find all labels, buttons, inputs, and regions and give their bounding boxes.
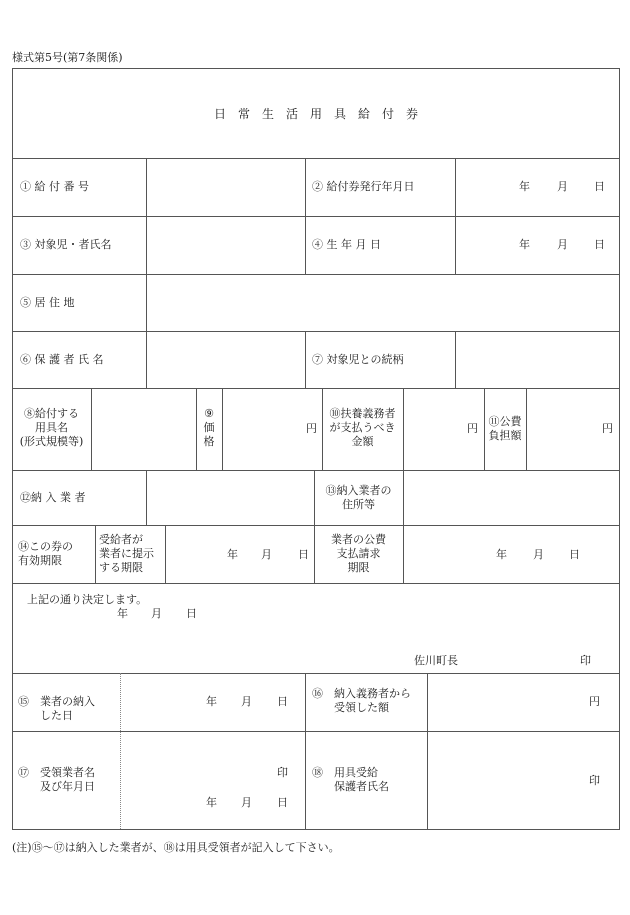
- field-label-delivery-date: ⑮ 業者の納入 した日: [18, 695, 95, 722]
- seal-mark: 印: [589, 774, 600, 787]
- month-unit: 月: [241, 695, 252, 708]
- field-label-address: ⑤ 居 住 地: [20, 296, 75, 309]
- year-unit: 年: [227, 548, 238, 561]
- yen-unit: 円: [602, 422, 613, 435]
- field-label-public-burden: ⑪公費 負担額: [488, 415, 522, 442]
- field-label-received-amount: ⑯ 納入義務者から 受領した額: [312, 687, 411, 714]
- field-label-guardian-name: ⑥ 保 護 者 氏 名: [20, 353, 104, 366]
- field-label-obligor-amount: ⑩扶養義務者 が支払うべき 金額: [329, 407, 396, 448]
- year-unit: 年: [519, 180, 530, 193]
- field-label-presentation-deadline: 受給者が 業者に提示 する期限: [99, 533, 154, 574]
- field-label-birth-date: ④ 生 年 月 日: [312, 238, 381, 251]
- field-label-relationship: ⑦ 対象児との続柄: [312, 353, 404, 366]
- day-unit: 日: [594, 238, 605, 251]
- yen-unit: 円: [589, 695, 600, 708]
- year-unit: 年: [206, 796, 217, 809]
- field-label-supplier-address: ⑬納入業者の 住所等: [325, 484, 392, 511]
- year-unit: 年: [519, 238, 530, 251]
- day-unit: 日: [569, 548, 580, 561]
- month-unit: 月: [557, 180, 568, 193]
- field-label-validity: ⑭この券の 有効期限: [18, 540, 73, 567]
- seal-mark: 印: [580, 654, 591, 667]
- field-label-subject-name: ③ 対象児・者氏名: [20, 238, 112, 251]
- form-title: 日 常 生 活 用 具 給 付 券: [213, 107, 418, 121]
- field-label-price: ⑨ 価 格: [203, 407, 215, 448]
- decision-text: 上記の通り決定します。: [27, 593, 148, 606]
- month-unit: 月: [557, 238, 568, 251]
- field-label-supplier: ⑫納 入 業 者: [20, 491, 86, 504]
- field-label-payment-number: ① 給 付 番 号: [20, 180, 89, 193]
- yen-unit: 円: [467, 422, 478, 435]
- yen-unit: 円: [306, 422, 317, 435]
- year-unit: 年: [206, 695, 217, 708]
- day-unit: 日: [594, 180, 605, 193]
- day-unit: 日: [186, 607, 197, 620]
- year-unit: 年: [117, 607, 128, 620]
- field-label-claim-deadline: 業者の公費 支払請求 期限: [331, 533, 386, 574]
- field-label-issue-date: ② 給付券発行年月日: [312, 180, 415, 193]
- field-label-receiving-supplier: ⑰ 受領業者名 及び年月日: [18, 766, 95, 793]
- month-unit: 月: [241, 796, 252, 809]
- month-unit: 月: [261, 548, 272, 561]
- month-unit: 月: [533, 548, 544, 561]
- year-unit: 年: [496, 548, 507, 561]
- seal-mark: 印: [277, 766, 288, 779]
- day-unit: 日: [277, 695, 288, 708]
- mayor-title: 佐川町長: [414, 654, 458, 667]
- field-label-item-name: ⑧給付する 用具名 (形式規模等): [19, 407, 84, 448]
- field-label-recipient-guardian: ⑱ 用具受給 保護者氏名: [312, 766, 389, 793]
- footnote: (注)⑮～⑰は納入した業者が、⑱は用具受領者が記入して下さい。: [12, 841, 340, 854]
- day-unit: 日: [277, 796, 288, 809]
- day-unit: 日: [298, 548, 309, 561]
- month-unit: 月: [151, 607, 162, 620]
- form-number: 様式第5号(第7条関係): [12, 51, 123, 64]
